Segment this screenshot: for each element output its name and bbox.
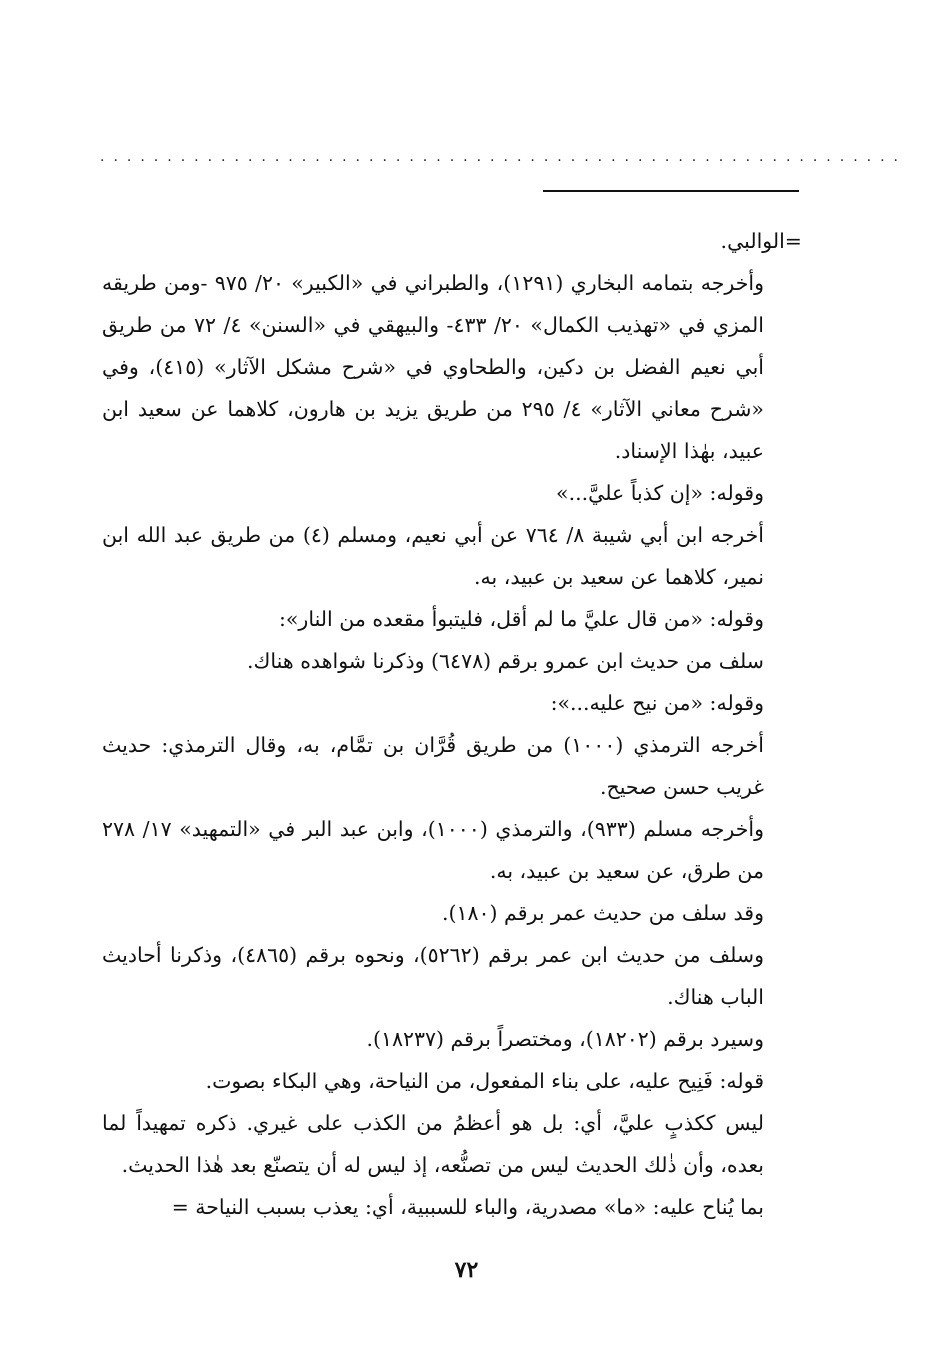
paragraph: بما يُناح عليه: «ما» مصدرية، والباء للسببية، أي: يعذب بسبب النياحة =	[171, 1195, 764, 1219]
paragraph: ليس ككذبٍ عليَّ، أي: بل هو أعظمُ من الكذب على غيري. ذكره تمهيداً لما بعده، وأن ذٰلك الحديث ليس من تصنُّعه، إذ ليس له أن يتصنّع بعد هٰذا الحديث.	[102, 1111, 764, 1177]
paragraph: سلف من حديث ابن عمرو برقم (٦٤٧٨) وذكرنا شواهده هناك.	[247, 649, 764, 673]
page-number: ٧٢	[454, 1257, 479, 1283]
paragraph: قوله: فَنِيح عليه، على بناء المفعول، من النياحة، وهي البكاء بصوت.	[205, 1069, 764, 1093]
paragraph: وقوله: «من نيح عليه...»:	[550, 691, 764, 715]
footnote-rule	[543, 190, 799, 192]
paragraph: وقد سلف من حديث عمر برقم (١٨٠).	[441, 901, 764, 925]
paragraph: وسيرد برقم (١٨٢٠٢)، ومختصراً برقم (١٨٢٣٧).	[366, 1027, 764, 1051]
paragraph: وأخرجه بتمامه البخاري (١٢٩١)، والطبراني في «الكبير» ٢٠/ ٩٧٥ -ومن طريقه المزي في «تهذيب الكمال» ٢٠/ ٤٣٣- والبيهقي في «السنن» ٤/ ٧٢ من طريق أبي نعيم الفضل بن دكين، والطحاوي في «شرح مشكل الآثار» (٤١٥)، وفي «شرح معاني الآثار» ٤/ ٢٩٥ من طريق يزيد بن هارون، كلاهما عن سعيد ابن عبيد، بهٰذا الإسناد.	[102, 271, 764, 463]
paragraph: أخرجه الترمذي (١٠٠٠) من طريق قُرَّان بن تمَّام، به، وقال الترمذي: حديث غريب حسن صحيح.	[102, 733, 764, 799]
paragraph: وقوله: «إن كذباً عليَّ...»	[556, 481, 764, 505]
paragraph: أخرجه ابن أبي شيبة ٨/ ٧٦٤ عن أبي نعيم، ومسلم (٤) من طريق عبد الله ابن نمير، كلاهما عن سعيد بن عبيد، به.	[102, 523, 764, 589]
paragraph: وأخرجه مسلم (٩٣٣)، والترمذي (١٠٠٠)، وابن عبد البر في «التمهيد» ١٧/ ٢٧٨ من طرق، عن سعيد بن عبيد، به.	[102, 817, 764, 883]
dotted-separator: ............................................................	[100, 149, 908, 165]
footnote-text	[102, 220, 802, 1228]
paragraph: وسلف من حديث ابن عمر برقم (٥٢٦٢)، ونحوه برقم (٤٨٦٥)، وذكرنا أحاديث الباب هناك.	[102, 943, 764, 1009]
paragraph: وقوله: «من قال عليَّ ما لم أقل، فليتبوأ مقعده من النار»:	[278, 607, 764, 631]
paragraph-continuation: =الوالبي.	[720, 229, 802, 253]
